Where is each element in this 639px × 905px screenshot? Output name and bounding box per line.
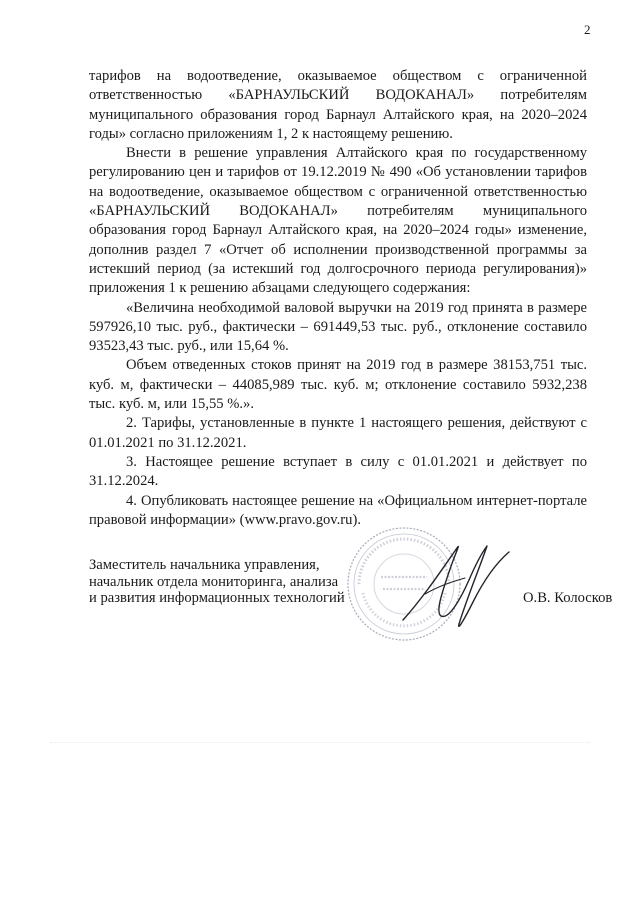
handwritten-signature	[395, 528, 515, 638]
signer-position-line-2: начальник отдела мониторинга, анализа	[89, 573, 339, 590]
paragraph-revenue: «Величина необходимой валовой выручки на 2019 год принята в размере 597926,10 тыс. руб., фактически – 691449,53 тыс. руб., отклонение составило 93523,43 тыс. руб., или 15,64 %.	[89, 299, 587, 355]
signer-position	[89, 557, 409, 607]
scan-artifact-line	[50, 742, 590, 745]
paragraph-continuation: тарифов на водоотведение, оказываемое обществом с ограниченной ответственностью «БАРНАУЛЬСКИЙ ВОДОКАНАЛ» потребителям муниципального образования город Барнаул Алтайского края, на 2020–2024 годы» согласно приложениям 1, 2 к настоящему решению.	[89, 68, 587, 142]
paragraph-item-3: 3. Настоящее решение вступает в силу с 01.01.2021 и действует по 31.12.2024.	[89, 453, 587, 490]
document-body	[89, 67, 587, 530]
paragraph-volume: Объем отведенных стоков принят на 2019 год в размере 38153,751 тыс. куб. м, фактически – 44085,989 тыс. куб. м; отклонение составило 5932,238 тыс. куб. м, или 15,55 %.».	[89, 357, 587, 413]
signer-name: О.В. Колосков	[523, 590, 613, 606]
paragraph-amendment: Внести в решение управления Алтайского края по государственному регулированию цен и тарифов от 19.12.2019 № 490 «Об установлении тарифов на водоотведение, оказываемое обществом с ограниченной ответственностью «БАРНАУЛЬСКИЙ ВОДОКАНАЛ» потребителям муниципального образования город Барнаул Алтайского края, на 2020–2024 годы» изменение, дополнив раздел 7 «Отчет об исполнении производственной программы за истекший период (за истекший год долгосрочного периода регулирования)» приложения 1 к решению абзацами следующего содержания:	[89, 145, 587, 297]
page-number: 2	[584, 22, 591, 37]
paragraph-item-4: 4. Опубликовать настоящее решение на «Официальном интернет-портале правовой информации» (www.pravo.gov.ru).	[89, 492, 587, 528]
signer-position-line-1: Заместитель начальника управления,	[89, 557, 320, 573]
signer-position-line-3: и развития информационных технологий	[89, 590, 345, 606]
paragraph-item-2: 2. Тарифы, установленные в пункте 1 настоящего решения, действуют с 01.01.2021 по 31.12.2021.	[89, 415, 587, 451]
